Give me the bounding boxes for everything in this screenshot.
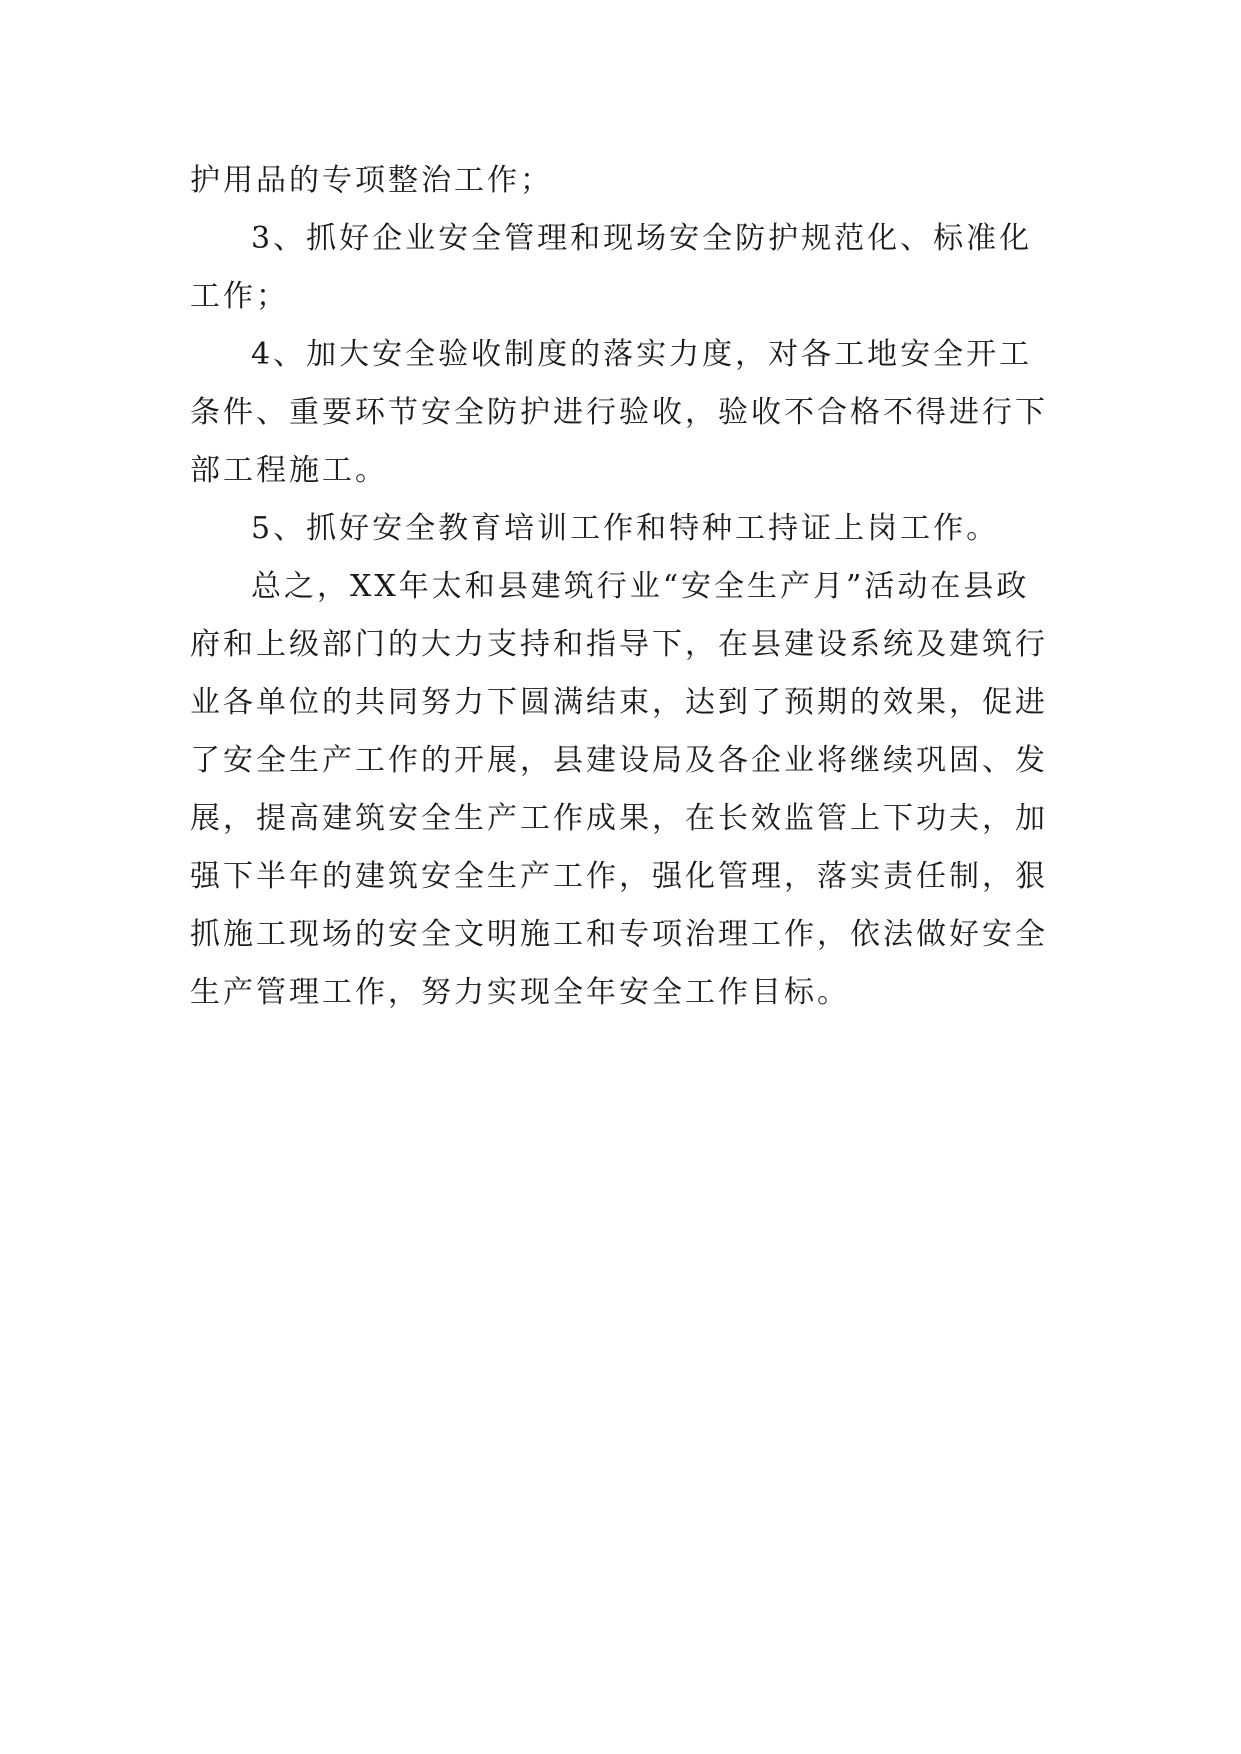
text-line: 抓施工现场的安全文明施工和专项治理工作，依法做好安全 [190, 917, 1048, 952]
text-line: 部工程施工。 [190, 453, 388, 488]
summary-paragraph-start: 总之，XX年太和县建筑行业“安全生产月”活动在县政 [251, 569, 1030, 604]
text-line: 业各单位的共同努力下圆满结束，达到了预期的效果，促进 [190, 685, 1048, 720]
list-item-5: 5、抓好安全教育培训工作和特种工持证上岗工作。 [251, 511, 1000, 546]
text-line: 护用品的专项整治工作； [190, 163, 553, 198]
text-line: 展，提高建筑安全生产工作成果，在长效监管上下功夫，加 [190, 801, 1048, 836]
text-line: 府和上级部门的大力支持和指导下，在县建设系统及建筑行 [190, 627, 1048, 662]
list-item-3: 3、抓好企业安全管理和现场安全防护规范化、标准化 [251, 221, 1033, 256]
text-line: 生产管理工作，努力实现全年安全工作目标。 [190, 975, 850, 1010]
list-item-4: 4、加大安全验收制度的落实力度，对各工地安全开工 [251, 337, 1033, 372]
text-line: 条件、重要环节安全防护进行验收，验收不合格不得进行下 [190, 395, 1048, 430]
text-line: 工作； [190, 279, 289, 314]
text-line: 强下半年的建筑安全生产工作，强化管理，落实责任制，狠 [190, 859, 1048, 894]
document-page [190, 152, 1070, 1022]
text-line: 了安全生产工作的开展，县建设局及各企业将继续巩固、发 [190, 743, 1048, 778]
